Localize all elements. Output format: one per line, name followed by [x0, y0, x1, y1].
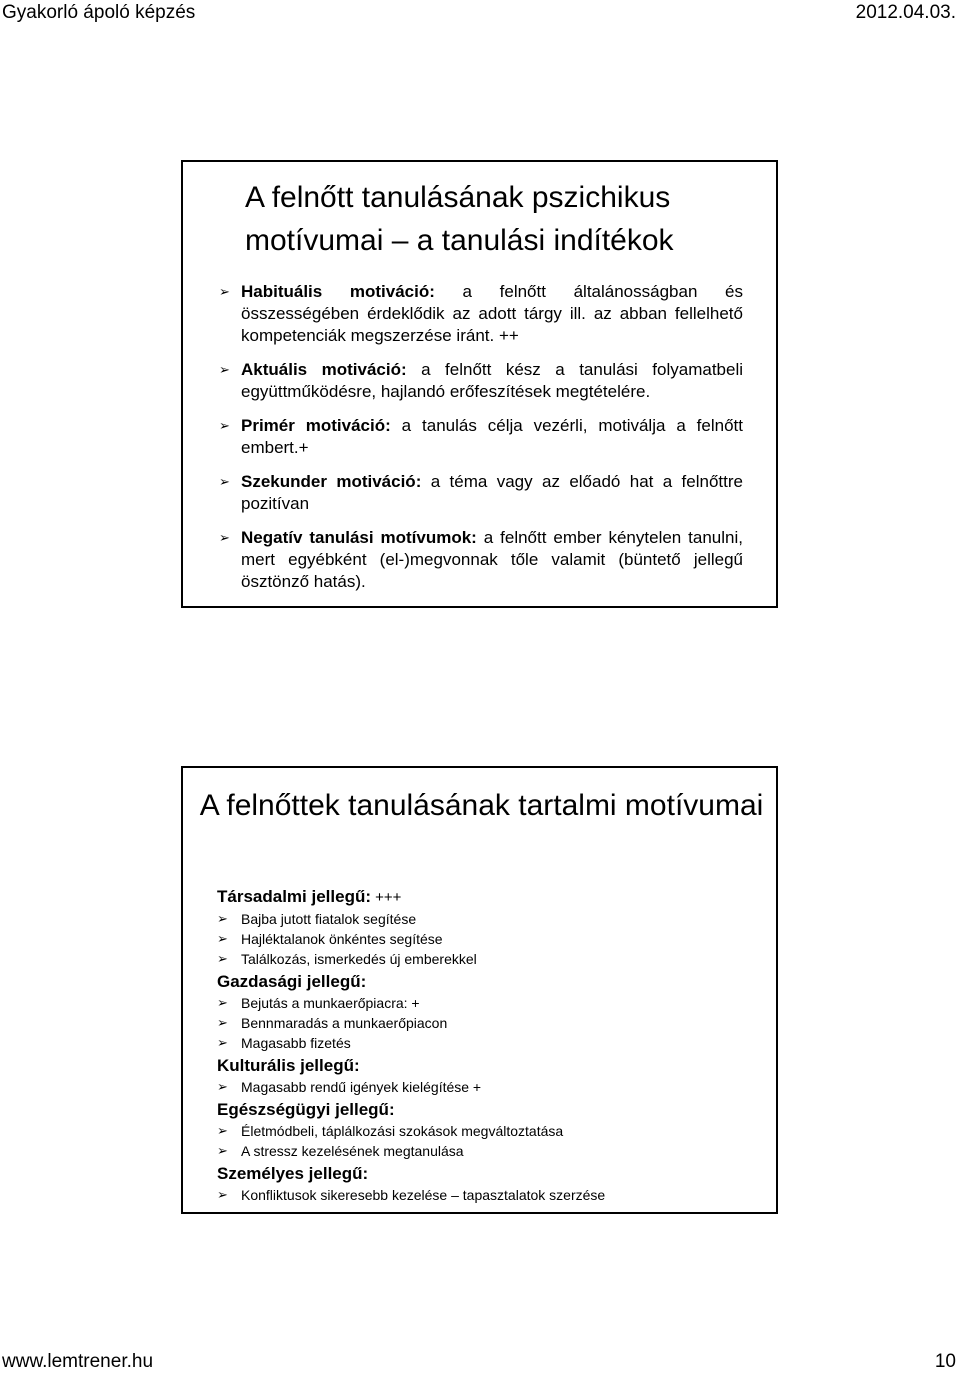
arrow-bullet-icon: ➢ — [217, 1079, 228, 1094]
category-item-text: Életmódbeli, táplálkozási szokások megváltoztatása — [241, 1123, 564, 1139]
arrow-bullet-icon: ➢ — [219, 284, 230, 299]
category-item-text: A stressz kezelésének megtanulása — [241, 1143, 464, 1159]
bullet-term: Habituális motiváció: — [241, 282, 435, 301]
header-date: 2012.04.03. — [855, 2, 956, 23]
bullet-item — [219, 415, 743, 459]
bullet-text: a felnőtt kész a tanulási folyamatbeli együttműködésre, hajlandó erőfeszítések megtételére. — [241, 360, 743, 401]
arrow-bullet-icon: ➢ — [217, 911, 228, 926]
category-item — [217, 1077, 757, 1097]
category-label: Társadalmi jellegű: — [217, 887, 371, 906]
arrow-bullet-icon: ➢ — [217, 1015, 228, 1030]
category-item-text: Hajléktalanok önkéntes segítése — [241, 931, 443, 947]
category-heading — [217, 1099, 757, 1121]
arrow-bullet-icon: ➢ — [219, 362, 230, 377]
bullet-term: Szekunder motiváció: — [241, 472, 422, 491]
bullet-text: a felnőtt ember kénytelen tanulni, mert egyébként (el-)megvonnak tőle valamit (büntető jellegű ösztönző hatás). — [241, 528, 743, 591]
category-label: Kulturális jellegű: — [217, 1056, 360, 1075]
arrow-bullet-icon: ➢ — [217, 995, 228, 1010]
category-item-text: Találkozás, ismerkedés új emberekkel — [241, 951, 477, 967]
category-heading — [217, 1163, 757, 1185]
category-item-text: Bejutás a munkaerőpiacra: + — [241, 995, 420, 1011]
category-item-text: Bajba jutott fiatalok segítése — [241, 911, 417, 927]
bullet-item — [219, 281, 743, 347]
category-label: Személyes jellegű: — [217, 1164, 369, 1183]
bullet-item — [219, 359, 743, 403]
arrow-bullet-icon: ➢ — [219, 418, 230, 433]
arrow-bullet-icon: ➢ — [219, 474, 230, 489]
header-title: Gyakorló ápoló képzés — [2, 2, 196, 23]
arrow-bullet-icon: ➢ — [219, 530, 230, 545]
arrow-bullet-icon: ➢ — [217, 1187, 228, 1202]
category-item-text: Konfliktusok sikeresebb kezelése – tapasztalatok szerzése — [241, 1187, 606, 1203]
category-heading — [217, 886, 757, 909]
slide1-bullet-list — [219, 281, 743, 605]
arrow-bullet-icon: ➢ — [217, 951, 228, 966]
category-item — [217, 1013, 757, 1033]
category-item-text: Magasabb rendű igények kielégítése + — [241, 1079, 482, 1095]
bullet-term: Aktuális motiváció: — [241, 360, 407, 379]
bullet-term: Negatív tanulási motívumok: — [241, 528, 477, 547]
category-heading — [217, 971, 757, 993]
category-item-text: Bennmaradás a munkaerőpiacon — [241, 1015, 448, 1031]
bullet-term: Primér motiváció: — [241, 416, 391, 435]
footer-url: www.lemtrener.hu — [2, 1351, 154, 1372]
slide-psychic-motives — [181, 160, 778, 608]
bullet-text: a felnőtt általánosságban és összességében érdeklődik az adott tárgy ill. az abban fellelhető kompetenciák megszerzése iránt. ++ — [241, 282, 744, 345]
category-item — [217, 1033, 757, 1053]
bullet-item — [219, 471, 743, 515]
category-label: Egészségügyi jellegű: — [217, 1100, 395, 1119]
bullet-text: a tanulás célja vezérli, motiválja a felnőtt embert.+ — [241, 416, 743, 457]
category-item-text: Magasabb fizetés — [241, 1035, 351, 1051]
arrow-bullet-icon: ➢ — [217, 1035, 228, 1050]
slide-content-motives — [181, 766, 778, 1214]
category-label: Gazdasági jellegű: — [217, 972, 367, 991]
arrow-bullet-icon: ➢ — [217, 931, 228, 946]
slide1-title: A felnőtt tanulásának pszichikus motívumai – a tanulási indítékok — [245, 181, 674, 257]
category-item — [217, 993, 757, 1013]
category-item — [217, 949, 757, 969]
category-item — [217, 1141, 757, 1161]
category-item — [217, 909, 757, 929]
category-heading — [217, 1055, 757, 1077]
category-item — [217, 1185, 757, 1205]
category-rating: +++ — [371, 889, 402, 906]
slide2-category-list — [217, 884, 757, 1205]
slide2-title: A felnőttek tanulásának tartalmi motívumai — [199, 789, 764, 822]
bullet-item — [219, 527, 743, 593]
arrow-bullet-icon: ➢ — [217, 1123, 228, 1138]
category-item — [217, 1121, 757, 1141]
bullet-text: a téma vagy az előadó hat a felnőttre pozitívan — [241, 472, 743, 513]
page-number: 10 — [934, 1351, 956, 1372]
category-item — [217, 929, 757, 949]
arrow-bullet-icon: ➢ — [217, 1143, 228, 1158]
